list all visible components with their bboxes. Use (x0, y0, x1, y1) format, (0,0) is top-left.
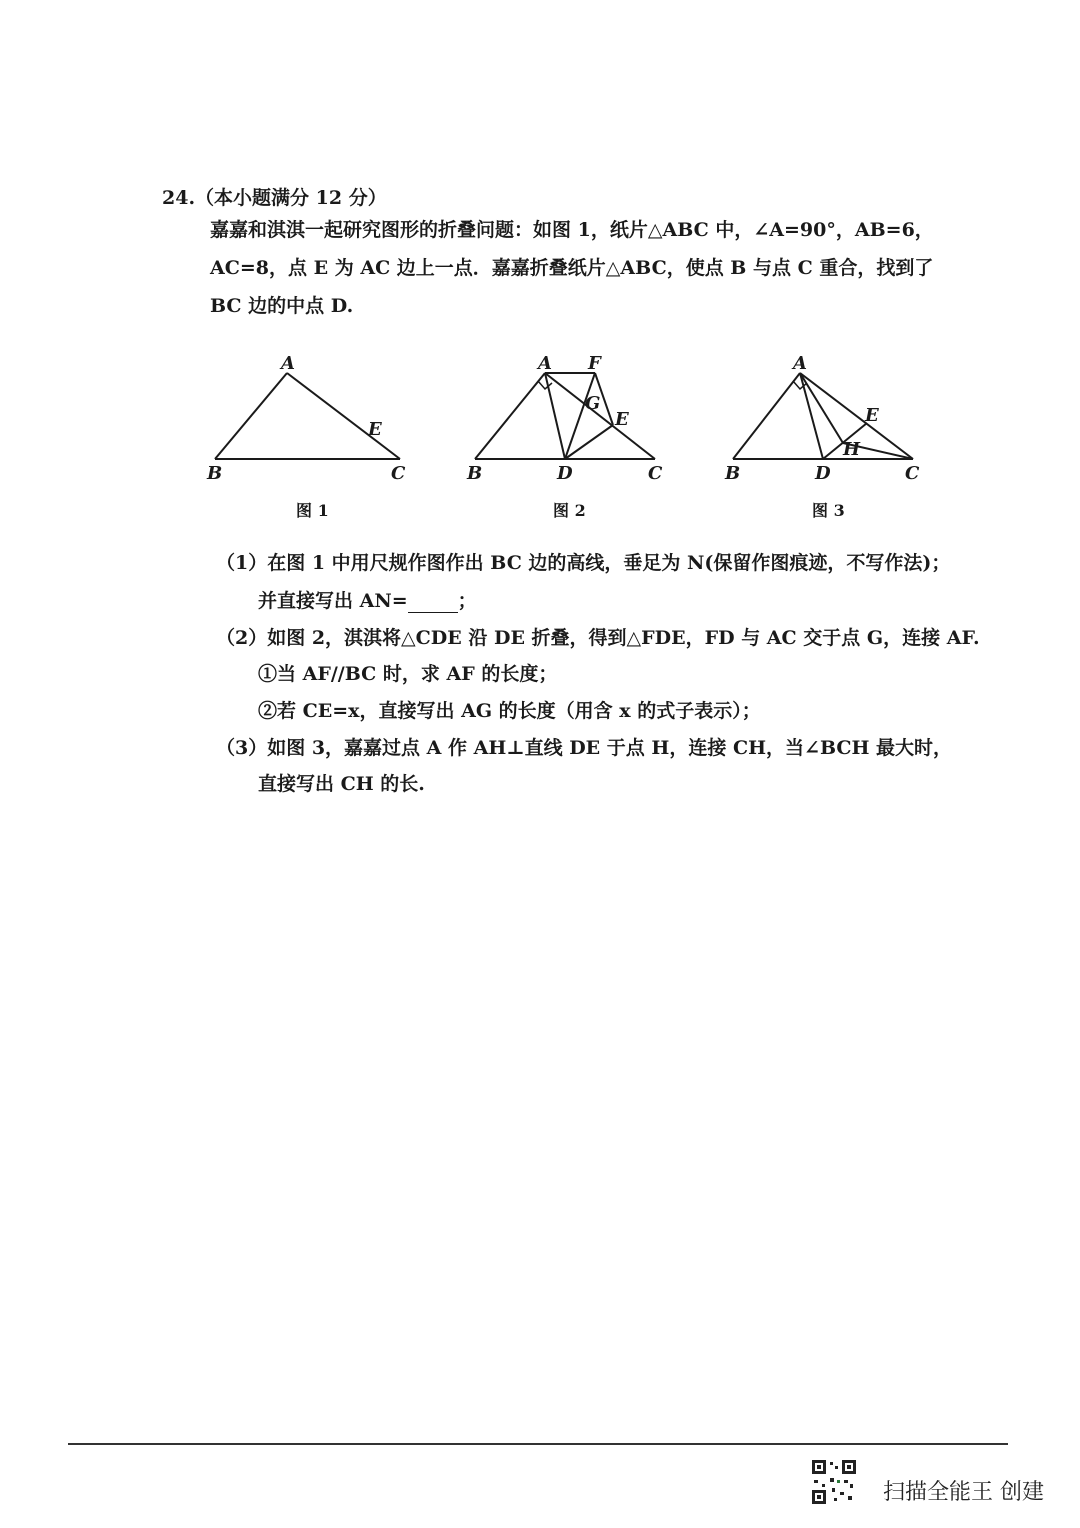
question-3-line-1: （3）如图 3，嘉嘉过点 A 作 AH⊥直线 DE 于点 H，连接 CH，当∠BCH 最大时， (216, 737, 953, 759)
fig3-label-h: H (843, 439, 861, 460)
intro-line: AC=8，点 E 为 AC 边上一点．嘉嘉折叠纸片△ABC，使点 B 与点 C 重合，找到了 (210, 257, 934, 279)
intro-line: BC 边的中点 D. (210, 295, 354, 317)
fig1-side-ac (287, 373, 400, 459)
problem-title: 24.（本小题满分 12 分） (162, 187, 387, 209)
fig1-label-a: A (281, 353, 295, 374)
fig3-label-e: E (865, 405, 879, 426)
fig3-side-ab (733, 373, 800, 459)
fig2-label-c: C (648, 463, 663, 484)
fig2-label-d: D (557, 463, 573, 484)
fig2-label-e: E (615, 409, 629, 430)
fig1-label-c: C (391, 463, 406, 484)
intro-line: 嘉嘉和淇淇一起研究图形的折叠问题：如图 1，纸片△ABC 中，∠A=90°，AB=6， (210, 219, 934, 241)
fig2-segment-de (565, 425, 613, 459)
question-2-sub-2: ②若 CE=x，直接写出 AG 的长度（用含 x 的式子表示）； (258, 700, 761, 722)
fig2-right-angle-mark (538, 381, 552, 389)
figure-2-caption: 图 2 (553, 501, 586, 520)
fig2-label-a: A (538, 353, 552, 374)
figure-3-caption: 图 3 (812, 501, 845, 520)
question-1-line-1: （1）在图 1 中用尺规作图作出 BC 边的高线，垂足为 N(保留作图痕迹，不写作法)； (216, 552, 951, 574)
question-1-suffix: ； (457, 590, 477, 612)
answer-blank (408, 594, 458, 613)
qr-code-icon (810, 1458, 858, 1506)
fig1-label-e: E (368, 419, 382, 440)
fig2-side-ab (475, 373, 545, 459)
figure-1 (215, 373, 400, 459)
fig3-label-d: D (815, 463, 831, 484)
fig1-label-b: B (207, 463, 223, 484)
scanner-watermark: 扫描全能王 创建 (883, 1480, 1044, 1505)
fig2-label-b: B (467, 463, 483, 484)
fig2-label-g: G (585, 393, 601, 414)
fig2-label-f: F (588, 353, 601, 374)
question-1-line-2 (258, 586, 477, 613)
fig3-label-c: C (905, 463, 920, 484)
problem-intro (210, 211, 934, 325)
fig2-segment-fd (565, 373, 595, 459)
fig3-label-a: A (793, 353, 807, 374)
question-2-sub-1: ①当 AF//BC 时，求 AF 的长度； (258, 663, 558, 685)
footer-divider (68, 1443, 1008, 1445)
fig3-label-b: B (725, 463, 741, 484)
figure-1-caption: 图 1 (296, 501, 329, 520)
fig1-side-ab (215, 373, 287, 459)
question-1-prefix: 并直接写出 AN= (258, 590, 408, 612)
figure-3 (733, 373, 913, 459)
question-2-line-1: （2）如图 2，淇淇将△CDE 沿 DE 折叠，得到△FDE，FD 与 AC 交于点 G，连接 AF. (216, 627, 980, 649)
question-3-line-2: 直接写出 CH 的长. (258, 773, 425, 795)
